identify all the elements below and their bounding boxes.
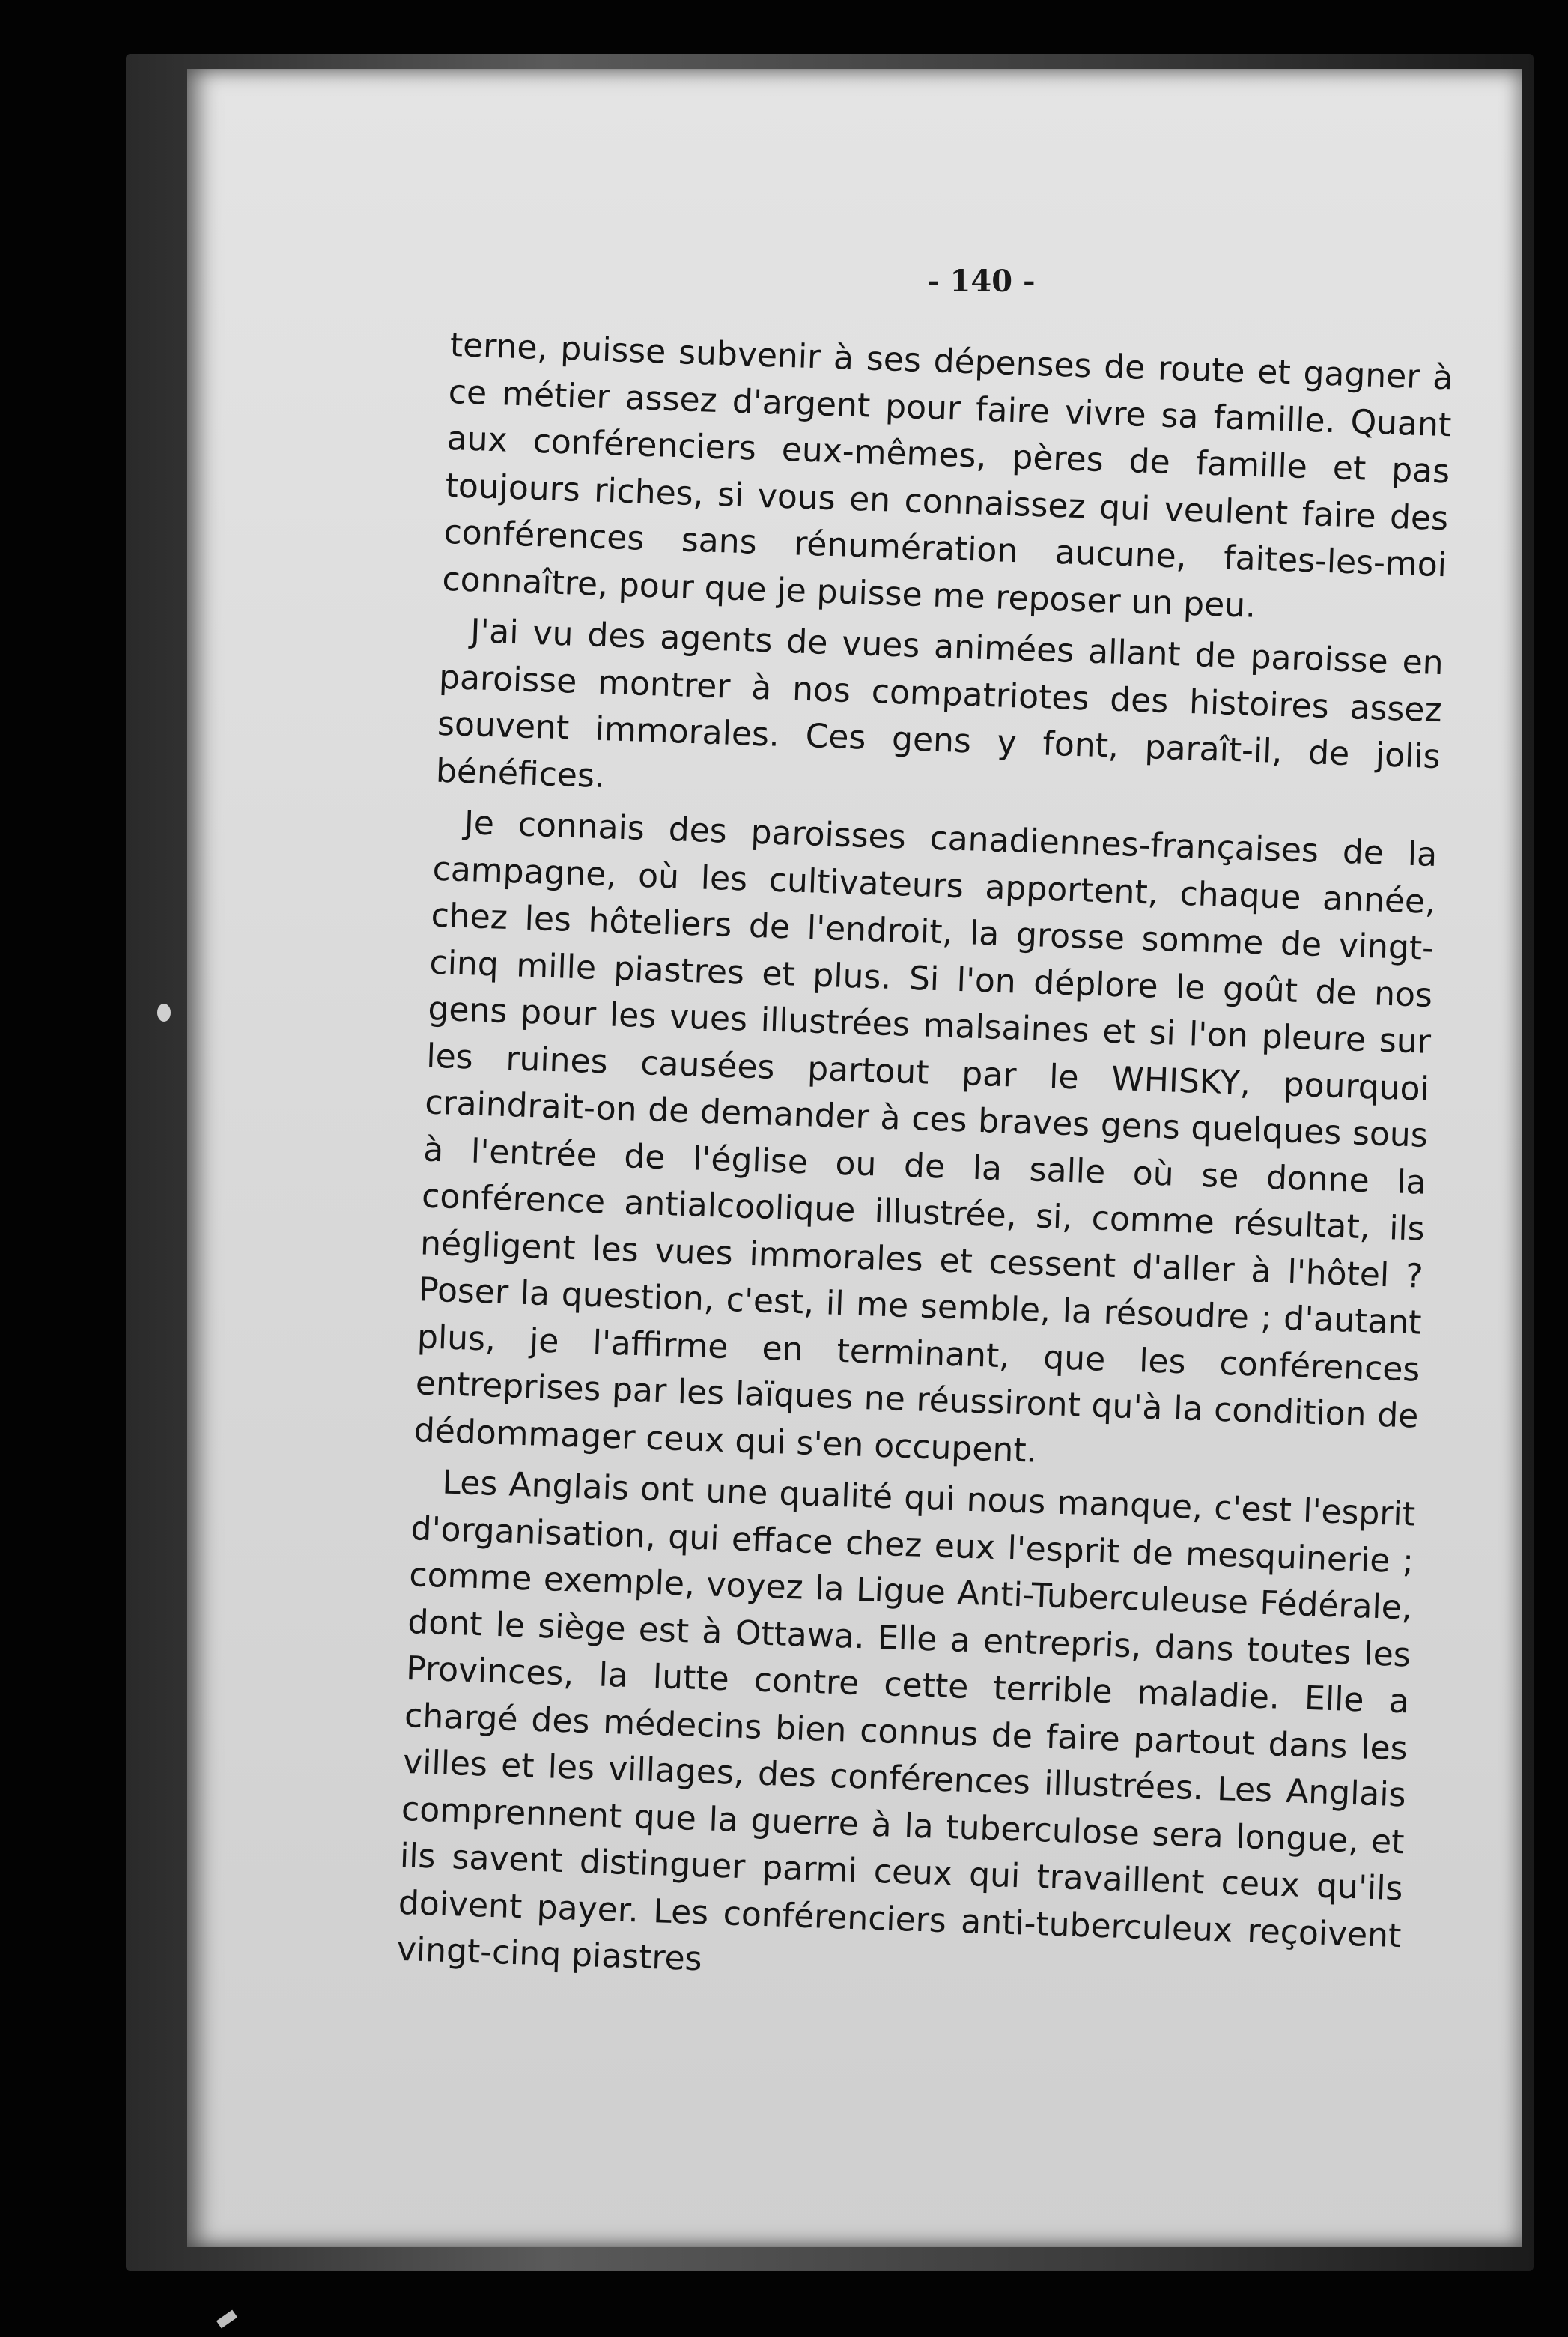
paragraph: Je connais des paroisses canadiennes-françaises de la campagne, où les cultivateurs apportent, chaque année, chez les hôteliers de l'endroit, la grosse somme de vingt-cinq mille piastres et plus. Si l'on déplore le goût de nos gens pour les vues illustrées malsaines et si l'on pleure sur les ruines causées partout par le WHISKY, pourquoi craindrait-on de demander à ces braves gens quelques sous à l'entrée de l'église ou de la salle où se donne la conférence antialcoolique illustrée, si, comme résultat, ils négligent les vues immorales et cessent d'aller à l'hôtel ? Poser la question, c'est, il me semble, la résoudre ; d'autant plus, je l'affirme en terminant, que les conférences entreprises par les laïques ne réussiront qu'à la condition de dédommager ceux qui s'en occupent. (413, 803, 1438, 1470)
paragraph: terne, puisse subvenir à ses dépenses de route et gagner à ce métier assez d'argent pour faire vivre sa famille. Quant aux conférenciers eux-mêmes, pères de famille et pas toujours riches, si vous en connaissez qui veulent faire des conférences sans rénumération aucune, faites-les-moi connaître, pour que je puisse me reposer un peu. (441, 325, 1454, 625)
paragraph: Les Anglais ont une qualité qui nous manque, c'est l'esprit d'organisation, qui efface chez eux l'esprit de mesquinerie ; comme exemple, voyez la Ligue Anti-Tuberculeuse Fédérale, dont le siège est à Ottawa. Elle a entrepris, dans toutes les Provinces, la lutte contre cette terrible maladie. Elle a chargé des médecins bien connus de faire partout dans les villes et les villages, des conférences illustrées. Les Anglais comprennent que la guerre à la tuberculose sera longue, et ils savent distinguer parmi ceux qui travaillent ceux qu'ils doivent payer. Les conférenciers anti-tuberculeux reçoivent vingt-cinq piastres (396, 1463, 1416, 1979)
scan-speck (216, 2310, 237, 2329)
scan-speck (157, 1004, 171, 1022)
page-number: - 140 - (927, 264, 1036, 299)
paragraph: J'ai vu des agents de vues animées allant de paroisse en paroisse montrer à nos compatriotes des histoires assez souvent immorales. Ces gens y font, paraît-il, de jolis bénéfices. (435, 612, 1444, 795)
body-text (396, 322, 1454, 2011)
